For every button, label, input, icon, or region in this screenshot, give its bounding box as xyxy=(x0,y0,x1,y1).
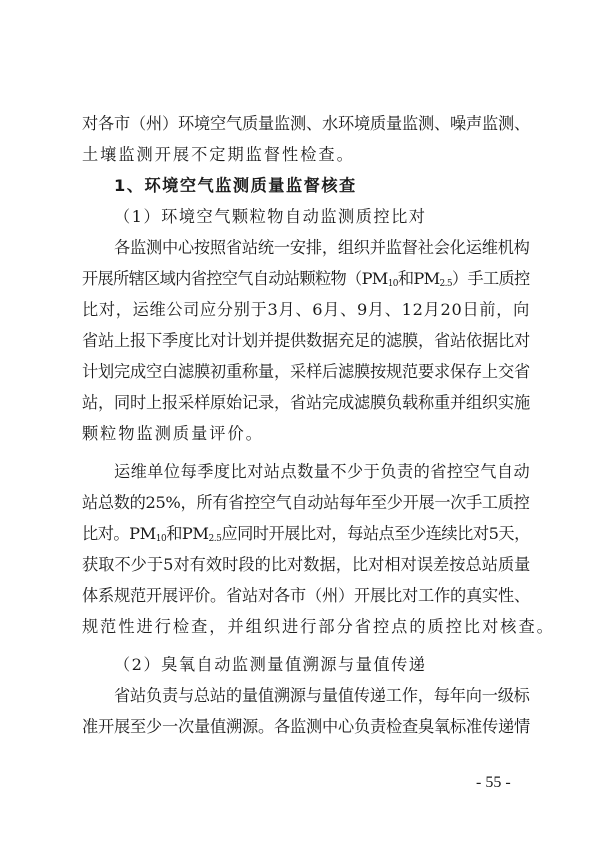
text-run: 应同时开展比对，每站点至少连续比对5天， xyxy=(221,524,530,543)
text-run: 各监测中心按照省站统一安排，组织并监督社会化运维机构 xyxy=(114,238,530,257)
text-run: 站总数的25%，所有省控空气自动站每年至少开展一次手工质控 xyxy=(82,493,530,512)
body-line xyxy=(82,327,530,355)
text-run: （2）臭氧自动监测量值溯源与量值传递 xyxy=(114,655,427,674)
body-line xyxy=(82,358,530,386)
subscript: 2.5 xyxy=(439,279,452,289)
subscript: 10 xyxy=(387,279,398,289)
text-run: 体系规范开展评价。省站对各市（州）开展比对工作的真实性、 xyxy=(82,586,531,605)
body-line xyxy=(82,613,555,641)
text-run: 省站上报下季度比对计划并提供数据充足的滤膜，省站依据比对 xyxy=(82,331,531,350)
text-run: 规范性进行检查，并组织进行部分省控点的质控比对核查。 xyxy=(82,617,555,636)
text-run: 比对。 xyxy=(82,524,130,543)
section-heading xyxy=(114,172,530,200)
text-run: 和 xyxy=(397,269,414,288)
text-run: PM xyxy=(129,524,156,543)
text-run: （1）环境空气颗粒物自动监测质控比对 xyxy=(114,207,427,226)
body-line xyxy=(82,582,530,610)
subsection-heading xyxy=(114,651,530,679)
text-run: 和 xyxy=(166,524,182,543)
text-run xyxy=(82,265,530,293)
text-run: 站，同时上报采样原始记录，省站完成滤膜负载称重并组织实施 xyxy=(82,393,531,412)
body-line xyxy=(114,682,530,710)
body-line xyxy=(82,420,530,448)
text-run: 比对，运维公司应分别于3月、6月、9月、12月20日前，向 xyxy=(82,300,530,319)
text-run: 准开展至少一次量值溯源。各监测中心负责检查臭氧标准传递情 xyxy=(82,717,531,736)
body-line xyxy=(82,713,530,741)
text-run: ）手工质控 xyxy=(451,269,530,288)
body-line xyxy=(114,234,530,262)
body-line xyxy=(82,296,530,324)
body-line xyxy=(82,489,530,517)
body-line xyxy=(82,551,530,579)
text-run: 土壤监测开展不定期监督性检查。 xyxy=(82,145,355,164)
text-run: PM xyxy=(361,269,388,288)
text-run: 开展所辖区域内省控空气自动站颗粒物（ xyxy=(82,269,362,288)
text-run: 运维单位每季度比对站点数量不少于负责的省控空气自动 xyxy=(114,462,531,481)
body-line xyxy=(82,110,530,138)
body-line xyxy=(82,141,530,169)
text-run xyxy=(82,520,530,548)
text-run: 颗粒物监测质量评价。 xyxy=(82,424,264,443)
subscript: 10 xyxy=(155,534,167,544)
page-number: - 55 - xyxy=(476,774,511,791)
text-run: 对各市（州）环境空气质量监测、水环境质量监测、噪声监测、 xyxy=(82,114,531,133)
body-line xyxy=(82,389,530,417)
body-line xyxy=(82,520,530,548)
text-run: PM xyxy=(181,524,209,543)
text-run: 计划完成空白滤膜初重称量，采样后滤膜按规范要求保存上交省 xyxy=(82,362,531,381)
body-line xyxy=(82,265,530,293)
text-run: 省站负责与总站的量值溯源与量值传递工作，每年向一级标 xyxy=(114,686,530,705)
text-run: 1、环境空气监测质量监督核查 xyxy=(114,176,357,195)
body-line xyxy=(114,458,530,486)
text-run: 获取不少于5对有效时段的比对数据，比对相对误差按总站质量 xyxy=(82,555,531,574)
text-run: PM xyxy=(413,269,440,288)
subsection-heading xyxy=(114,203,530,231)
subscript: 2.5 xyxy=(208,534,222,544)
